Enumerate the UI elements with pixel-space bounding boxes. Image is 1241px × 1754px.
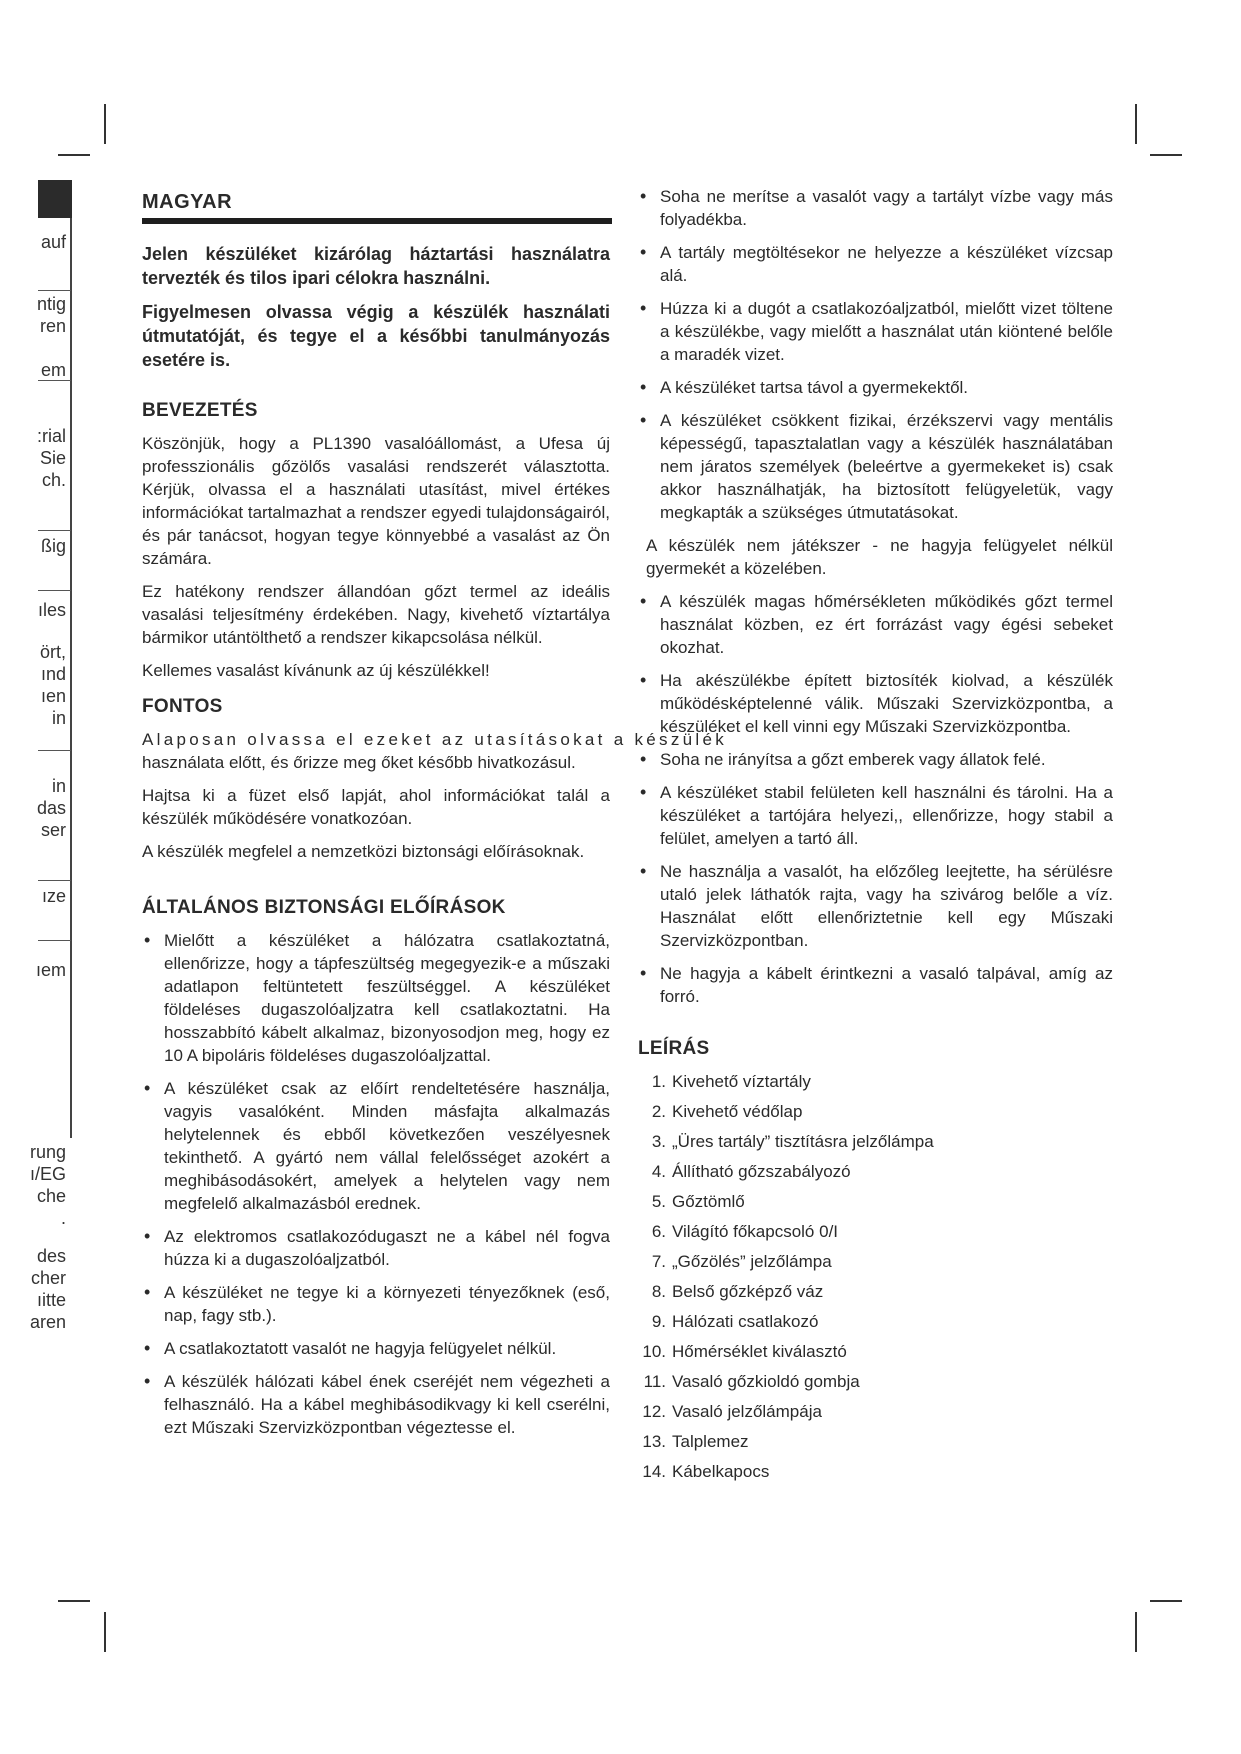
crop-mark	[104, 1612, 106, 1652]
bleed-fragment: ıem	[35, 960, 66, 980]
section-heading-bevezetes: BEVEZETÉS	[142, 400, 258, 421]
part-item	[638, 1280, 1113, 1303]
crop-mark	[104, 104, 106, 144]
part-number: 5.	[651, 1192, 666, 1211]
part-item	[638, 1370, 1113, 1393]
bleed-fragment: des	[36, 1246, 66, 1266]
bleed-fragment: ıen	[40, 686, 66, 706]
list-item: • Húzza ki a dugót a csatlakozóaljzatból, mielőtt vizet töltene a készülékbe, vagy mielőtt a használat után kiöntené belőle a maradék vizet.	[638, 297, 1113, 366]
part-item	[638, 1130, 1113, 1153]
paragraph: Ez hatékony rendszer állandóan gőzt termel az ideális vasalási teljesítmény érdekében. Nagy, kivehető víztartálya bármikor utántölthető a rendszer kikapcsolása nélkül.	[142, 582, 610, 647]
list-item: • A készülék magas hőmérsékleten működikés gőzt termel használat közben, ez ért forrázást vagy égési sebeket okozhat.	[638, 590, 1113, 659]
bleed-fragment: rung	[29, 1142, 66, 1162]
bleed-fragment: ıitte	[36, 1290, 66, 1310]
part-number: 7.	[651, 1252, 666, 1271]
previous-page-bleed	[0, 180, 72, 1180]
language-tab-marker	[38, 180, 72, 218]
part-label: Belső gőzképző váz	[672, 1282, 824, 1301]
part-item	[638, 1100, 1113, 1123]
part-label: Kábelkapocs	[672, 1462, 770, 1481]
crop-mark	[58, 154, 90, 156]
section-heading-biztonsag: ÁLTALÁNOS BIZTONSÁGI ELŐÍRÁSOK	[142, 897, 506, 918]
list-item: • Mielőtt a készüléket a hálózatra csatlakoztatná, ellenőrizze, hogy a tápfeszültség megegyezik-e a műszaki adatlapon feltüntetett feszültséggel. A készüléket földeléses dugaszolóaljzatra kell csatlakoztatni. Ha hosszabbító kábelt alkalmaz, bizonyosodjon meg, hogy ez 10 A bipoláris földeléses dugaszolóaljzattal.	[142, 929, 610, 1067]
crop-mark	[1150, 1600, 1182, 1602]
paragraph: használata előtt, és őrizze meg őket később hivatkozásul.	[142, 753, 576, 772]
list-item: • A készüléket stabil felületen kell használni és tárolni. Ha a készüléket a tartójára helyezi,, ellenőrizze, hogy stabil a felület, amelyen a tartó áll.	[638, 781, 1113, 850]
part-label: Vasaló gőzkioldó gombja	[672, 1372, 860, 1391]
toy-warning-note: A készülék nem játékszer - ne hagyja felügyelet nélkül gyermekét a közelében.	[646, 536, 1113, 578]
bleed-fragment: ntig	[36, 294, 66, 314]
crop-mark	[1135, 104, 1137, 144]
paragraph: Köszönjük, hogy a PL1390 vasalóállomást, a Ufesa új professzionális gőzölős vasalási rendszerét választotta. Kérjük, olvassa el a használati utasítást, mivel értékes információkat tartalmazhat a rendszer egyedi tulajdonságairól, és pár tanácsot, hogyan tegye könnyebbé a vasalást az Ön számára.	[142, 434, 610, 568]
list-item: • A készüléket csökkent fizikai, érzékszervi vagy mentális képességű, tapasztalatlan vagy a készülék használatában nem járatos személyek (beleértve a gyermekeket is) csak akkor használhatják, ha biztosított felügyeletük, vagy megkapták a szükséges útmutatásokat.	[638, 409, 1113, 524]
part-number: 10.	[642, 1342, 666, 1361]
bleed-fragment: .	[60, 1208, 66, 1228]
bleed-fragment: ser	[40, 820, 66, 840]
list-item: • Ne használja a vasalót, ha előzőleg leejtette, ha sérülésre utaló jelek láthatók rajta, vagy ha szivárog belőle a víz. Használat előtt ellenőriztetnie kell egy Műszaki Szervizközpontban.	[638, 860, 1113, 952]
bleed-fragment: :rial	[36, 426, 66, 446]
bleed-rule	[38, 750, 71, 751]
part-item	[638, 1430, 1113, 1453]
part-label: Talplemez	[672, 1432, 749, 1451]
part-label: Hőmérséklet kiválasztó	[672, 1342, 847, 1361]
intro-instruction: Figyelmesen olvassa végig a készülék használati útmutatóját, és tegye el a későbbi tanulmányozás esetére is.	[142, 302, 610, 370]
bleed-fragment: ört,	[39, 642, 66, 662]
section-heading-leiras: LEÍRÁS	[638, 1038, 710, 1059]
bleed-margin-line	[70, 218, 72, 1138]
safety-list	[142, 929, 610, 1439]
bleed-fragment: ıles	[37, 600, 66, 620]
list-item: • Az elektromos csatlakozódugaszt ne a kábel nél fogva húzza ki a dugaszolóaljzatból.	[142, 1225, 610, 1271]
list-item: • A készüléket csak az előírt rendeltetésére használja, vagyis vasalóként. Minden másfajta alkalmazás helytelennek és ebből következően veszélyesnek tekinthető. A gyártó nem vállal felelősséget azokért a meghibásodásokért, amelyek a helytelen vagy nem megfelelő alkalmazásból erednek.	[142, 1077, 610, 1215]
intro-warning: Jelen készüléket kizárólag háztartási használatra tervezték és tilos ipari célokra használni.	[142, 244, 610, 288]
part-number: 9.	[651, 1312, 666, 1331]
bleed-fragment: ch.	[41, 470, 66, 490]
part-label: Állítható gőzszabályozó	[672, 1162, 851, 1181]
bleed-rule	[38, 530, 71, 531]
right-column	[638, 185, 1113, 1490]
bleed-fragment: ı/EG	[29, 1164, 66, 1180]
heading-rule	[142, 218, 612, 224]
section-heading-fontos: FONTOS	[142, 696, 223, 717]
part-number: 12.	[642, 1402, 666, 1421]
part-number: 1.	[651, 1072, 666, 1091]
part-number: 3.	[651, 1132, 666, 1151]
safety-list-continued	[638, 185, 1113, 524]
part-label: Vasaló jelzőlámpája	[672, 1402, 822, 1421]
bleed-fragment: aren	[29, 1312, 66, 1332]
part-item	[638, 1250, 1113, 1273]
list-item: • A készülék hálózati kábel ének cseréjét nem végezheti a felhasználó. Ha a kábel meghibásodikvagy ki kell cserélni, ezt Műszaki Szervizközpontban végeztesse el.	[142, 1370, 610, 1439]
bleed-fragment: das	[36, 798, 66, 818]
previous-page-bleed-lower	[0, 1180, 72, 1380]
bleed-rule	[38, 940, 71, 941]
part-item	[638, 1190, 1113, 1213]
part-label: „Üres tartály” tisztításra jelzőlámpa	[672, 1132, 934, 1151]
part-number: 8.	[651, 1282, 666, 1301]
list-item: • Ne hagyja a kábelt érintkezni a vasaló talpával, amíg az forró.	[638, 962, 1113, 1008]
list-item: • A tartály megtöltésekor ne helyezze a készüléket vízcsap alá.	[638, 241, 1113, 287]
part-number: 6.	[651, 1222, 666, 1241]
crop-mark	[1150, 154, 1182, 156]
crop-mark	[58, 1600, 90, 1602]
part-item	[638, 1310, 1113, 1333]
bleed-fragment: in	[51, 708, 66, 728]
list-item: • A készüléket tartsa távol a gyermekektől.	[638, 376, 1113, 399]
part-item	[638, 1340, 1113, 1363]
part-number: 13.	[642, 1432, 666, 1451]
part-number: 14.	[642, 1462, 666, 1481]
bleed-fragment: in	[51, 776, 66, 796]
bleed-fragment: ınd	[40, 664, 66, 684]
bleed-rule	[38, 290, 71, 291]
parts-list	[638, 1070, 1113, 1483]
list-item: • Soha ne irányítsa a gőzt emberek vagy állatok felé.	[638, 748, 1113, 771]
part-item	[638, 1400, 1113, 1423]
part-label: Kivehető védőlap	[672, 1102, 803, 1121]
list-item: • Ha akészülékbe épített biztosíték kiolvad, a készülék működésképtelenné válik. Műszaki Szervizközpontba, a készüléket el kell vinni egy Műszaki Szervizközpontba.	[638, 669, 1113, 738]
bleed-fragment: ıze	[41, 886, 66, 906]
part-number: 11.	[643, 1372, 666, 1391]
paragraph: A készülék megfelel a nemzetközi biztonsági előírásoknak.	[142, 842, 585, 861]
part-label: Hálózati csatlakozó	[672, 1312, 819, 1331]
part-item	[638, 1220, 1113, 1243]
bleed-rule	[38, 590, 71, 591]
part-number: 2.	[651, 1102, 666, 1121]
bleed-fragment: auf	[40, 232, 66, 252]
list-item: • Soha ne merítse a vasalót vagy a tartályt vízbe vagy más folyadékba.	[638, 185, 1113, 231]
paragraph: Kellemes vasalást kívánunk az új készülékkel!	[142, 661, 490, 680]
part-item	[638, 1070, 1113, 1093]
list-item: • A csatlakoztatott vasalót ne hagyja felügyelet nélkül.	[142, 1337, 610, 1360]
safety-list-more	[638, 590, 1113, 1008]
part-label: Világító főkapcsoló 0/I	[672, 1222, 839, 1241]
list-item: • A készüléket ne tegye ki a környezeti tényezőknek (eső, nap, fagy stb.).	[142, 1281, 610, 1327]
crop-mark	[1135, 1612, 1137, 1652]
bleed-rule	[38, 880, 71, 881]
bleed-fragment: ren	[39, 316, 66, 336]
part-label: Gőztömlő	[672, 1192, 745, 1211]
spaced-line: Alaposan olvassa el ezeket az utasításokat a készülék	[142, 730, 728, 749]
paragraph: Hajtsa ki a füzet első lapját, ahol információkat talál a készülék működésére vonatkozóan.	[142, 786, 610, 828]
bleed-fragment: em	[40, 360, 66, 380]
bleed-fragment: Sie	[39, 448, 66, 468]
part-item	[638, 1160, 1113, 1183]
part-label: Kivehető víztartály	[672, 1072, 811, 1091]
bleed-fragment: che	[36, 1186, 66, 1206]
bleed-fragment: cher	[30, 1268, 66, 1288]
part-label: „Gőzölés” jelzőlámpa	[672, 1252, 832, 1271]
part-number: 4.	[651, 1162, 666, 1181]
part-item	[638, 1460, 1113, 1483]
language-heading: MAGYAR	[142, 191, 233, 213]
bleed-fragment: ßig	[40, 536, 66, 556]
